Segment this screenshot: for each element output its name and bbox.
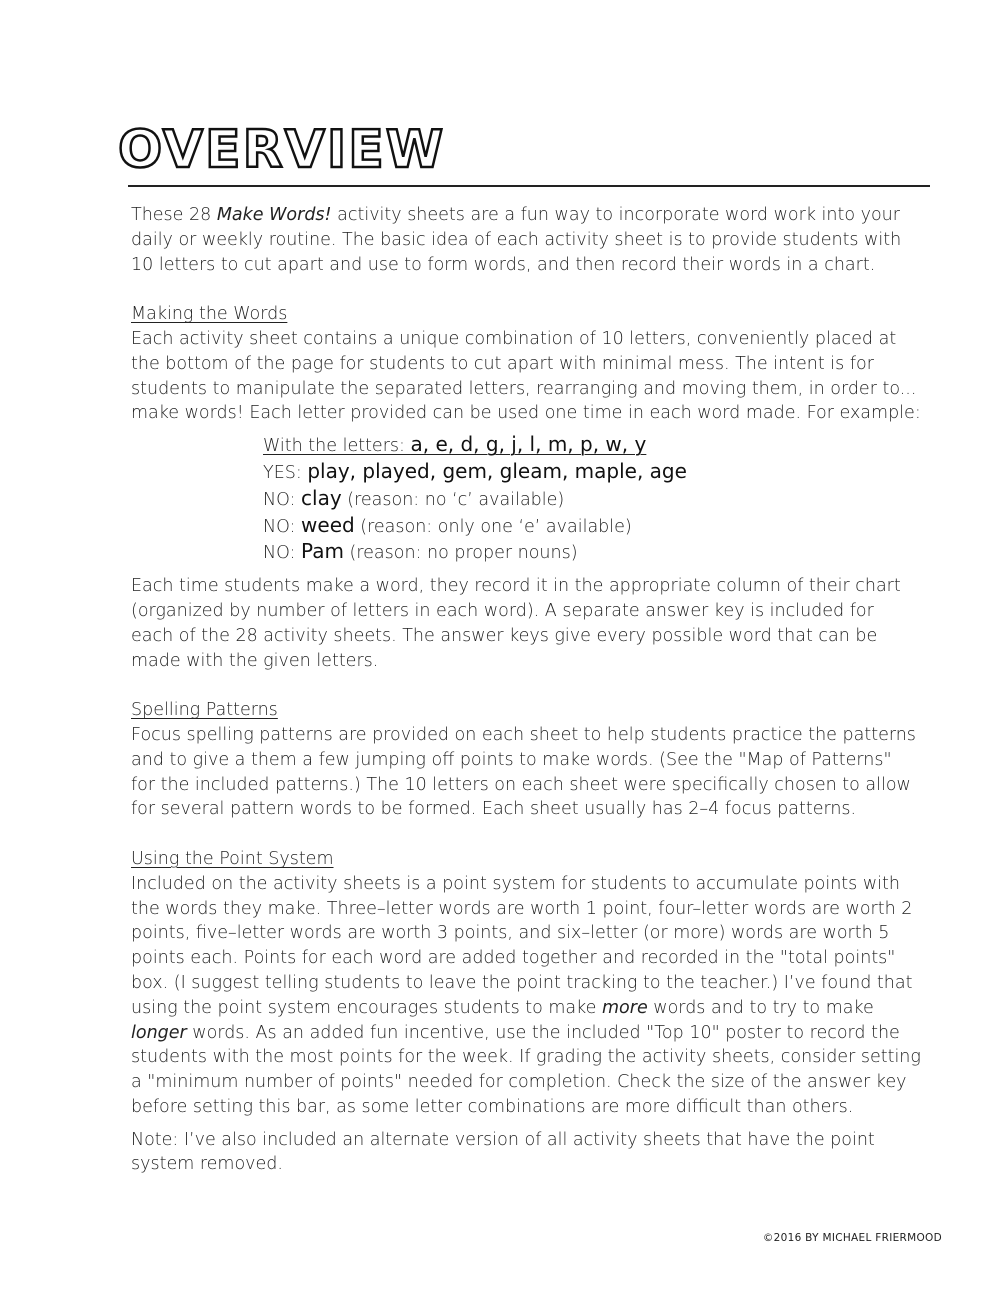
intro-text-start: These 28 xyxy=(131,205,217,225)
title-divider xyxy=(128,185,930,187)
page-title: OVERVIEW xyxy=(118,120,446,180)
record-paragraph: Each time students make a word, they record it in the appropriate column of their chart (organized by number of letters in each word). A separate answer key is included for each of the 28 activity sheets. The answer keys give every possible word that can be made with the given letters. xyxy=(131,576,901,671)
example-no-line-3 xyxy=(263,539,921,566)
example-block xyxy=(263,432,921,566)
example-no-line-1 xyxy=(263,486,921,513)
example-no-word: clay xyxy=(301,485,342,510)
example-no-label: NO: xyxy=(263,516,302,537)
points-paragraph xyxy=(131,872,921,1120)
points-heading: Using the Point System xyxy=(131,848,334,869)
example-yes-line xyxy=(263,459,921,486)
example-yes-label: YES: xyxy=(263,462,308,483)
points-text-1: Included on the activity sheets is a point system for students to accumulate points with the words they make. Three–letter words are worth 1 point, four–letter words are worth 2 points, five–letter words are worth 3 points, and six–letter (or more) words are worth 5 points each. Points for each word are added together and recorded in the "total points" box. (I suggest telling students to leave the point tracking to the teacher.) I’ve found that using the point system encourages students to make xyxy=(131,873,913,1018)
spelling-paragraph: Focus spelling patterns are provided on each sheet to help students practice the patterns and to give a them a few jumping off points to make words. (See the "Map of Patterns" for the included patterns.) The 10 letters on each sheet were specifically chosen to allow for several pattern words to be formed. Each sheet usually has 2–4 focus patterns. xyxy=(131,724,916,820)
copyright-footer: ©2016 BY MICHAEL FRIERMOOD xyxy=(762,1232,942,1244)
example-letters-label: With the letters: xyxy=(263,436,411,457)
example-no-reason: (reason: no proper nouns) xyxy=(343,543,578,564)
example-no-reason: (reason: no ‘c’ available) xyxy=(341,489,565,510)
example-no-label: NO: xyxy=(263,489,302,510)
example-no-line-2 xyxy=(263,513,921,540)
example-no-label: NO: xyxy=(263,543,302,564)
points-emphasis-more: more xyxy=(602,997,648,1018)
example-letters-line xyxy=(263,432,921,459)
spelling-heading: Spelling Patterns xyxy=(131,700,278,721)
making-heading: Making the Words xyxy=(131,304,288,325)
making-paragraph: Each activity sheet contains a unique combination of 10 letters, conveniently placed at the bottom of the page for students to cut apart with minimal mess. The intent is for students to manipulate the separated letters, rearranging and moving them, in order to... make words! Each letter provided can be used one time in each word made. For example: xyxy=(131,328,921,424)
note-paragraph: Note: I’ve also included an alternate version of all activity sheets that have the point system removed. xyxy=(131,1129,875,1175)
intro-paragraph xyxy=(131,203,921,277)
intro-text-end: activity sheets are a fun way to incorporate word work into your daily or weekly routine. The basic idea of each activity sheet is to provide students with 10 letters to cut apart and use to form words, and then record their words in a chart. xyxy=(131,205,902,275)
intro-product-name: Make Words! xyxy=(216,205,332,225)
points-emphasis-longer: longer xyxy=(131,1022,187,1043)
points-text-3: words. As an added fun incentive, use the included "Top 10" poster to record the students with the most points for the week. If grading the activity sheets, consider setting a "minimum number of points" needed for completion. Check the size of the answer key before setting this bar, as some letter combinations are more difficult than others. xyxy=(131,1022,921,1117)
example-no-reason: (reason: only one ‘e’ available) xyxy=(354,516,632,537)
points-text-2: words and to try to make xyxy=(647,997,874,1018)
example-letters: a, e, d, g, j, l, m, p, w, y xyxy=(410,432,647,457)
example-no-word: Pam xyxy=(301,539,344,564)
example-no-word: weed xyxy=(301,512,355,537)
example-yes-words: play, played, gem, gleam, maple, age xyxy=(307,458,687,483)
overview-content xyxy=(131,203,921,1177)
